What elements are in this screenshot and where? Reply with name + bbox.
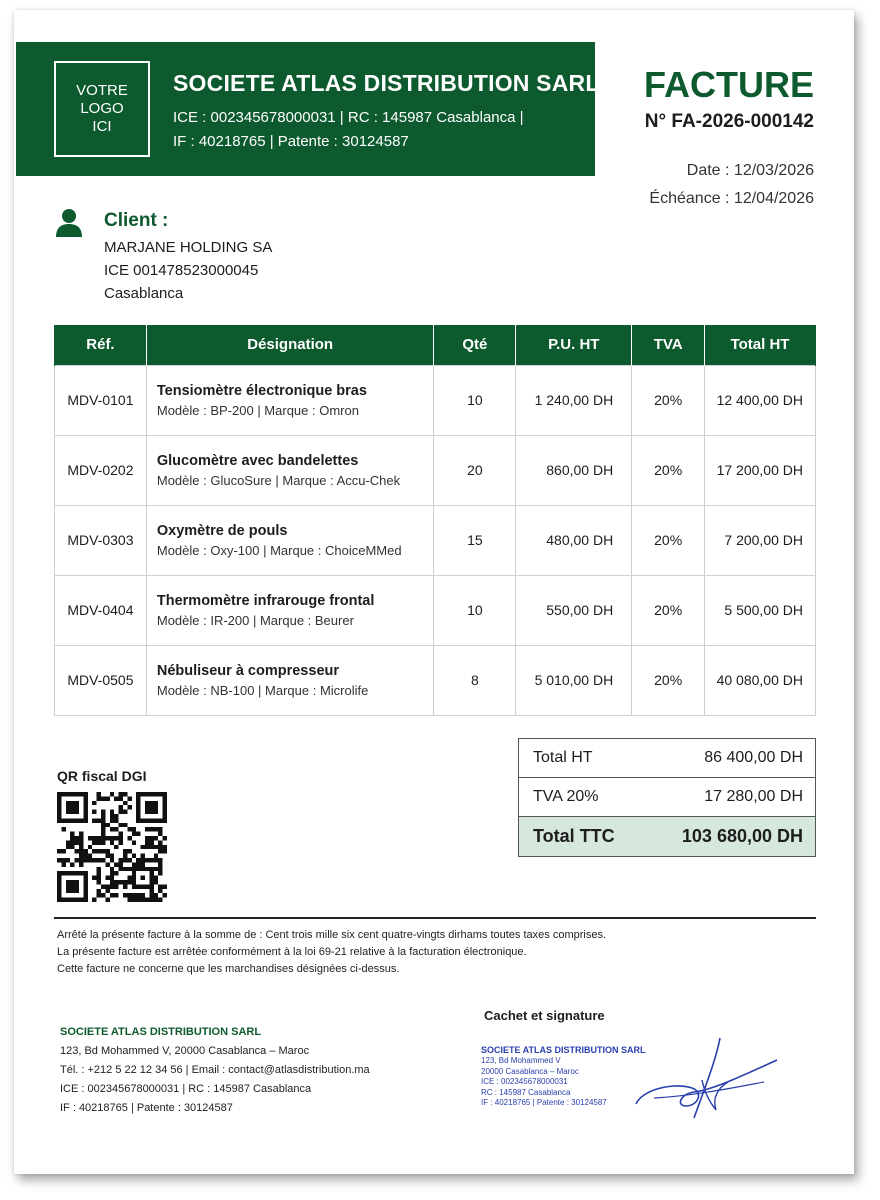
item-details: Modèle : NB-100 | Marque : Microlife [156,682,369,698]
total-ttc-value: 103 680,00 DH [681,826,803,846]
item-details: Modèle : BP-200 | Marque : Omron [156,402,359,418]
company-identifiers [173,106,524,154]
column-header-designation: Désignation [146,325,434,365]
cell-qty: 20 [434,435,516,505]
qr-code-icon [57,792,167,902]
company-stamp [481,1044,646,1109]
invoice-due-date: Échéance : 12/04/2026 [649,190,814,207]
client-label: Client : [104,210,169,231]
table-row [55,645,816,715]
cell-ref: MDV-0303 [55,505,147,575]
cell-ref: MDV-0202 [55,435,147,505]
cell-qty: 10 [434,575,516,645]
stamp-company-name: SOCIETE ATLAS DISTRIBUTION SARL [481,1045,646,1055]
client-city: Casablanca [104,285,184,302]
cell-unit-price: 860,00 DH [516,435,632,505]
totals-box [518,738,816,857]
cell-tva: 20% [632,365,705,435]
item-name: Nébuliseur à compresseur [156,662,340,679]
cell-designation [146,505,434,575]
cell-total: 12 400,00 DH [705,365,816,435]
invoice-dates [649,157,814,213]
table-row [55,435,816,505]
separator-line [54,917,816,919]
cell-unit-price: 550,00 DH [516,575,632,645]
cell-qty: 15 [434,505,516,575]
item-name: Oxymètre de pouls [156,522,288,539]
client-name: MARJANE HOLDING SA [104,239,273,256]
qr-title: QR fiscal DGI [57,768,147,784]
invoice-number: N° FA-2026-000142 [644,111,814,132]
cell-qty: 8 [434,645,516,715]
column-header-qty: Qté [434,325,516,365]
user-icon [55,208,83,238]
item-name: Tensiomètre électronique bras [156,382,367,399]
cell-unit-price: 1 240,00 DH [516,365,632,435]
stamp-line: IF : 40218765 | Patente : 30124587 [481,1098,607,1107]
stamp-line: ICE : 002345678000031 [481,1077,568,1086]
company-ids-line1: ICE : 002345678000031 | RC : 145987 Casablanca | [173,109,524,126]
total-ttc-row [519,817,815,856]
column-header-ref: Réf. [55,325,147,365]
legal-line-scope: Cette facture ne concerne que les marchandises désignées ci-dessus. [57,963,400,975]
tva-value: 17 280,00 DH [704,788,803,805]
cell-tva: 20% [632,505,705,575]
footer-ids-1: ICE : 002345678000031 | RC : 145987 Casablanca [60,1083,312,1095]
stamp-line: 20000 Casablanca – Maroc [481,1066,579,1076]
company-name: SOCIETE ATLAS DISTRIBUTION SARL [173,70,600,96]
tva-row [519,778,815,817]
stamp-line: 123, Bd Mohammed V [481,1056,561,1065]
column-header-unit-price: P.U. HT [516,325,632,365]
cell-total: 5 500,00 DH [705,575,816,645]
table-row [55,505,816,575]
cell-ref: MDV-0404 [55,575,147,645]
tva-label: TVA 20% [533,788,599,805]
footer-address: 123, Bd Mohammed V, 20000 Casablanca – Maroc [60,1045,310,1057]
signature-title: Cachet et signature [484,1008,605,1023]
cell-tva: 20% [632,645,705,715]
client-ice: ICE 001478523000045 [104,262,259,279]
client-details [104,236,272,305]
stamp-line: RC : 145987 Casablanca [481,1087,571,1097]
cell-designation [146,435,434,505]
total-ht-row [519,739,815,778]
cell-tva: 20% [632,435,705,505]
table-row [55,575,816,645]
footer-company-info [60,1023,370,1118]
items-table [54,325,816,716]
cell-qty: 10 [434,365,516,435]
cell-ref: MDV-0101 [55,365,147,435]
total-ttc-label: Total TTC [533,826,615,846]
cell-ref: MDV-0505 [55,645,147,715]
column-header-total: Total HT [705,325,816,365]
cell-designation [146,645,434,715]
cell-unit-price: 5 010,00 DH [516,645,632,715]
cell-tva: 20% [632,575,705,645]
logo-placeholder [54,61,150,157]
column-header-tva: TVA [632,325,705,365]
cell-designation [146,575,434,645]
cell-total: 17 200,00 DH [705,435,816,505]
handwritten-signature [632,1030,782,1120]
header-band [16,42,600,176]
footer-company-name: SOCIETE ATLAS DISTRIBUTION SARL [60,1026,262,1038]
item-details: Modèle : Oxy-100 | Marque : ChoiceMMed [156,542,402,558]
item-name: Glucomètre avec bandelettes [156,452,359,469]
cell-total: 40 080,00 DH [705,645,816,715]
document-title: FACTURE [644,64,814,105]
legal-notes [57,927,606,978]
table-row [55,365,816,435]
item-name: Thermomètre infrarouge frontal [156,592,375,609]
total-ht-value: 86 400,00 DH [704,749,803,766]
legal-line-law: La présente facture est arrêtée conformément à la loi 69-21 relative à la facturation électronique. [57,946,527,958]
invoice-date: Date : 12/03/2026 [686,162,814,179]
cell-total: 7 200,00 DH [705,505,816,575]
item-details: Modèle : GlucoSure | Marque : Accu-Chek [156,472,401,488]
item-details: Modèle : IR-200 | Marque : Beurer [156,612,354,628]
cell-unit-price: 480,00 DH [516,505,632,575]
legal-line-amount: Arrêté la présente facture à la somme de : Cent trois mille six cent quatre-vingts dirhams toutes taxes comprises. [57,929,607,941]
invoice-page [14,10,854,1174]
table-header-row [55,325,816,365]
cell-designation [146,365,434,435]
total-ht-label: Total HT [533,749,593,766]
logo-text: VOTRE LOGO ICI [76,82,128,135]
footer-contact: Tél. : +212 5 22 12 34 56 | Email : contact@atlasdistribution.ma [60,1064,370,1076]
footer-ids-2: IF : 40218765 | Patente : 30124587 [60,1102,233,1114]
company-ids-line2: IF : 40218765 | Patente : 30124587 [173,133,409,150]
